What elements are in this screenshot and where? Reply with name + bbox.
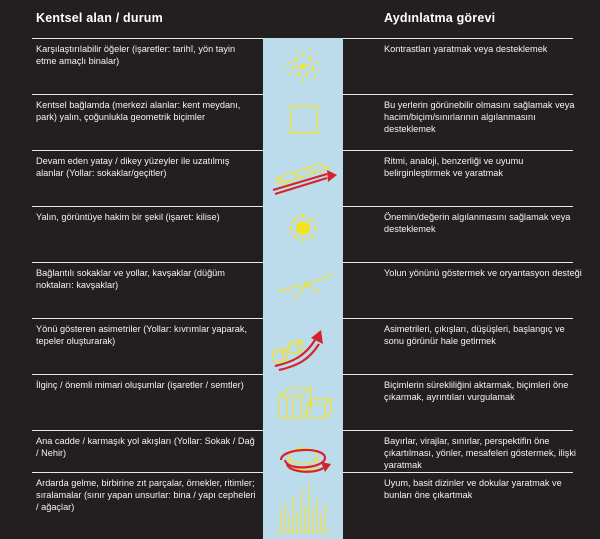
sun-dominant-shape-icon [263, 206, 343, 262]
row-divider [343, 472, 573, 473]
row-divider [343, 430, 573, 431]
row-divider [32, 472, 263, 473]
lighting-task-text: Biçimlerin sürekliliğini aktarmak, biçimleri öne çıkarmak, ayrıntıları vurgulamak [384, 380, 569, 402]
table-row [0, 318, 600, 374]
column-title-lighting-task: Aydınlatma görevi [384, 11, 496, 25]
row-divider [343, 94, 573, 95]
urban-situation-text: Ana cadde / karmaşık yol akışları (Yollar: Sokak / Dağ / Nehir) [36, 436, 255, 458]
rising-curve-arrow-icon [263, 318, 343, 374]
lighting-task-text: Bayırlar, virajlar, sınırlar, perspektifin öne çıkartılması, yönler, mesafeleri göstermek, ilişki yaratmak [384, 436, 576, 470]
junction-path-icon [263, 262, 343, 318]
extended-surface-arrow-icon [263, 150, 343, 206]
row-divider [343, 262, 573, 263]
vertical-rhythm-bars-icon [263, 472, 343, 539]
column-title-urban-situation: Kentsel alan / durum [36, 11, 163, 25]
table-row [0, 150, 600, 206]
lighting-task-text: Asimetrileri, çıkışları, düşüşleri, başlangıç ve sonu görünür hale getirmek [384, 324, 565, 346]
table-row [0, 94, 600, 150]
urban-situation-text: İlginç / önemli mimari oluşumlar (işaretler / semtler) [36, 380, 244, 390]
table-row [0, 262, 600, 318]
row-divider [343, 374, 573, 375]
table-row [0, 206, 600, 262]
row-divider [32, 374, 263, 375]
row-divider [32, 150, 263, 151]
urban-situation-text: Yönü gösteren asimetriler (Yollar: kıvrımlar yaparak, tepeler oluşturarak) [36, 324, 248, 346]
row-divider [32, 94, 263, 95]
urban-situation-text: Devam eden yatay / dikey yüzeyler ile uzatılmış alanlar (Yollar: sokaklar/geçitler) [36, 156, 230, 178]
lighting-task-text: Kontrastları yaratmak veya desteklemek [384, 44, 548, 54]
urban-situation-text: Karşılaştırılabilir öğeler (işaretler: tarihî, yön tayin etme amaçlı binalar) [36, 44, 236, 66]
row-divider [32, 38, 263, 39]
lighting-task-text: Uyum, basit dizinler ve dokular yaratmak ve bunları öne çıkartmak [384, 478, 562, 500]
lighting-task-text: Önemin/değerin algılanmasını sağlamak veya desteklemek [384, 212, 571, 234]
lighting-task-text: Yolun yönünü göstermek ve oryantasyon desteği [384, 268, 582, 278]
lighting-task-text: Bu yerlerin görünebilir olmasını sağlamak veya hacim/biçim/sınırlarının algılanmasını desteklemek [384, 100, 575, 134]
lighting-task-text: Ritmi, analoji, benzerliği ve uyumu belirginleştirmek ve yaratmak [384, 156, 524, 178]
table-header [0, 0, 600, 38]
row-divider [32, 262, 263, 263]
row-divider [343, 150, 573, 151]
urban-situation-text: Yalın, görüntüye hakim bir şekil (işaret: kilise) [36, 212, 220, 222]
row-divider [343, 318, 573, 319]
scattered-dots-icon [263, 38, 343, 94]
table-row [0, 374, 600, 430]
row-divider [32, 206, 263, 207]
table-row [0, 472, 600, 539]
urban-situation-text: Bağlantılı sokaklar ve yollar, kavşaklar (düğüm noktaları: kavşaklar) [36, 268, 225, 290]
row-divider [32, 430, 263, 431]
urban-situation-text: Ardarda gelme, birbirine zıt parçalar, örnekler, ritimler; sıralamalar (sınır yapan unsurlar: bina / yapı cepheleri / ağaçlar) [36, 478, 256, 512]
urban-situation-text: Kentsel bağlamda (merkezi alanlar: kent meydanı, park) yalın, çoğunlukla geometrik biçimler [36, 100, 241, 122]
square-outline-icon [263, 94, 343, 150]
row-divider [343, 38, 573, 39]
row-divider [32, 318, 263, 319]
row-divider [343, 206, 573, 207]
table-row [0, 38, 600, 94]
architecture-blocks-icon [263, 374, 343, 430]
